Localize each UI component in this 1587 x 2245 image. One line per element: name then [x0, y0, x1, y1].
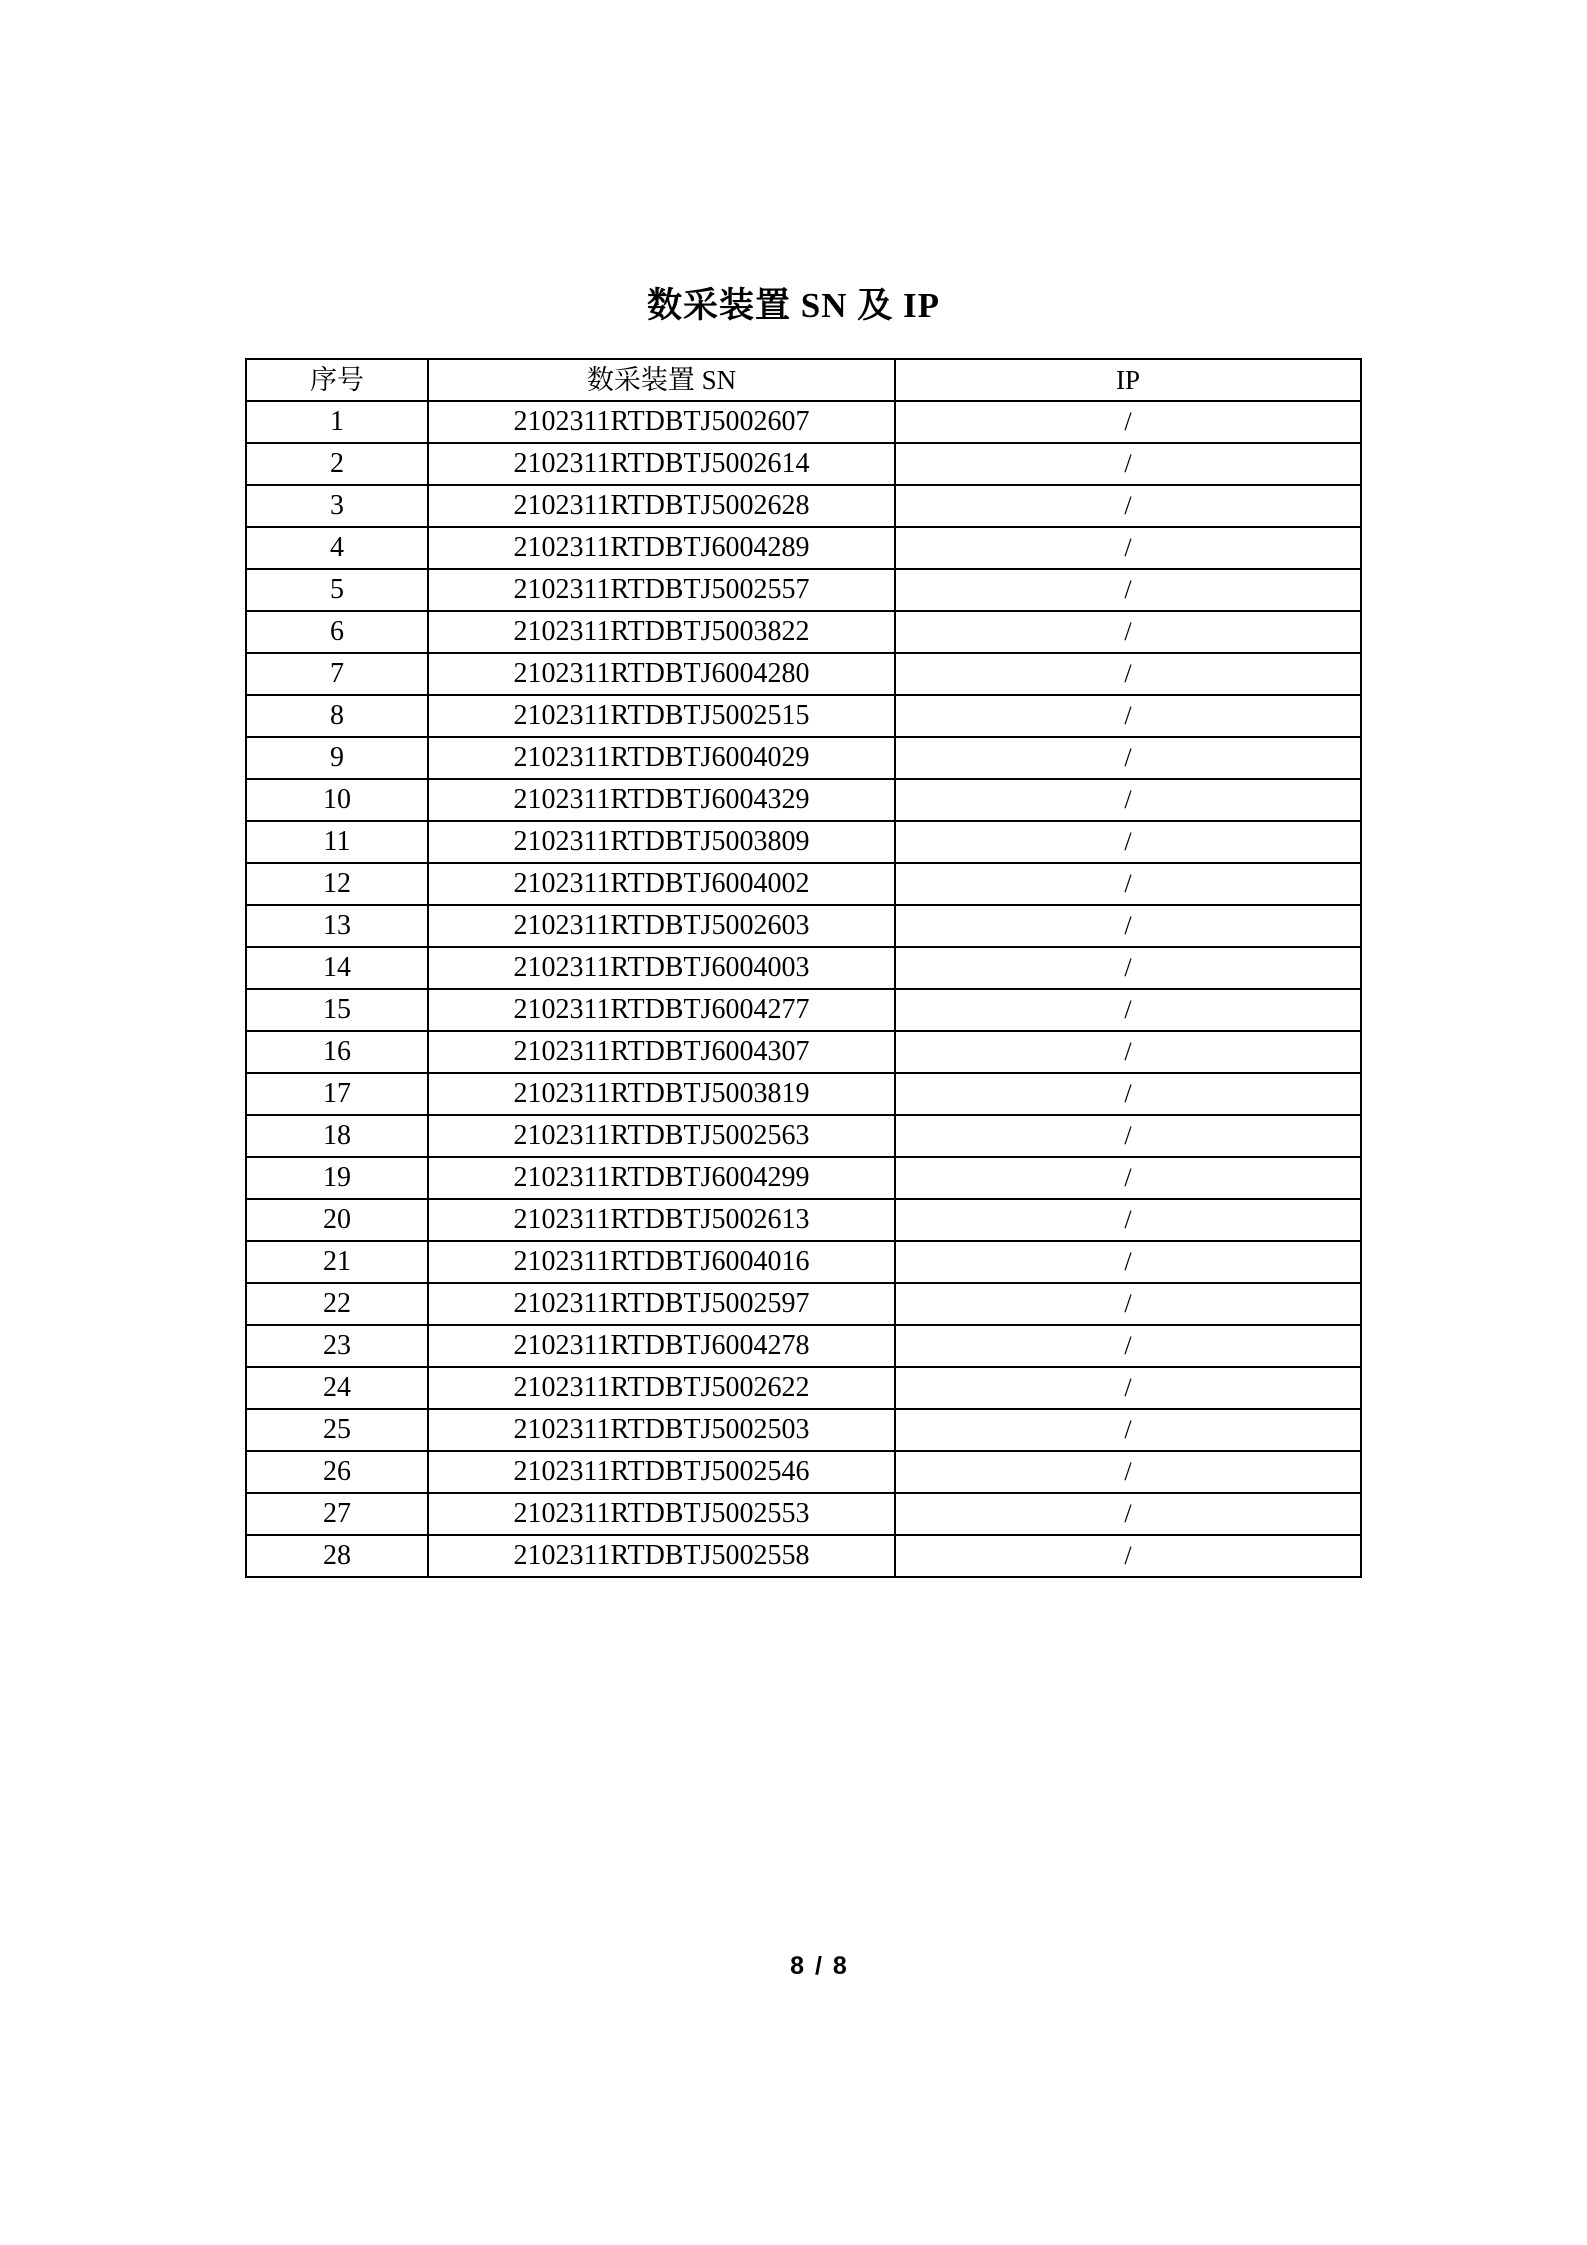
row-index-cell: 12: [246, 863, 428, 905]
row-index-cell: 14: [246, 947, 428, 989]
row-sn-cell: 2102311RTDBTJ6004016: [428, 1241, 895, 1283]
row-ip-cell: /: [895, 1325, 1361, 1367]
table-header-row: [246, 359, 1361, 401]
table-row: [246, 1283, 1361, 1325]
row-ip-cell: /: [895, 1031, 1361, 1073]
row-index-cell: 18: [246, 1115, 428, 1157]
row-ip-cell: /: [895, 653, 1361, 695]
row-ip-cell: /: [895, 1283, 1361, 1325]
row-sn-cell: 2102311RTDBTJ5002546: [428, 1451, 895, 1493]
row-index-cell: 21: [246, 1241, 428, 1283]
page-title: 数采装置 SN 及 IP: [647, 286, 940, 325]
row-index-cell: 15: [246, 989, 428, 1031]
row-ip-cell: /: [895, 1451, 1361, 1493]
column-header-sn: 数采装置 SN: [428, 359, 895, 401]
row-index-cell: 4: [246, 527, 428, 569]
table-row: [246, 1409, 1361, 1451]
row-ip-cell: /: [895, 1535, 1361, 1577]
table-row: [246, 1115, 1361, 1157]
table-body: [246, 401, 1361, 1577]
table-row: [246, 1451, 1361, 1493]
table-row: [246, 989, 1361, 1031]
row-index-cell: 3: [246, 485, 428, 527]
column-header-ip: IP: [895, 359, 1361, 401]
row-index-cell: 6: [246, 611, 428, 653]
row-ip-cell: /: [895, 779, 1361, 821]
row-ip-cell: /: [895, 1367, 1361, 1409]
table-row: [246, 1367, 1361, 1409]
table-row: [246, 653, 1361, 695]
row-sn-cell: 2102311RTDBTJ5003809: [428, 821, 895, 863]
row-sn-cell: 2102311RTDBTJ5002558: [428, 1535, 895, 1577]
table-row: [246, 1325, 1361, 1367]
row-index-cell: 5: [246, 569, 428, 611]
row-index-cell: 1: [246, 401, 428, 443]
row-index-cell: 20: [246, 1199, 428, 1241]
table-row: [246, 401, 1361, 443]
page-number-text: 8 / 8: [790, 1952, 849, 1980]
row-sn-cell: 2102311RTDBTJ5002563: [428, 1115, 895, 1157]
row-sn-cell: 2102311RTDBTJ6004029: [428, 737, 895, 779]
table-row: [246, 1199, 1361, 1241]
row-sn-cell: 2102311RTDBTJ6004329: [428, 779, 895, 821]
column-header-index: 序号: [246, 359, 428, 401]
table-row: [246, 485, 1361, 527]
row-ip-cell: /: [895, 1199, 1361, 1241]
row-index-cell: 19: [246, 1157, 428, 1199]
row-index-cell: 10: [246, 779, 428, 821]
row-index-cell: 25: [246, 1409, 428, 1451]
row-ip-cell: /: [895, 1241, 1361, 1283]
row-sn-cell: 2102311RTDBTJ5002607: [428, 401, 895, 443]
row-ip-cell: /: [895, 863, 1361, 905]
row-sn-cell: 2102311RTDBTJ6004278: [428, 1325, 895, 1367]
table-row: [246, 821, 1361, 863]
row-sn-cell: 2102311RTDBTJ5002614: [428, 443, 895, 485]
table-row: [246, 1241, 1361, 1283]
row-index-cell: 24: [246, 1367, 428, 1409]
row-index-cell: 17: [246, 1073, 428, 1115]
row-index-cell: 26: [246, 1451, 428, 1493]
row-ip-cell: /: [895, 1493, 1361, 1535]
row-sn-cell: 2102311RTDBTJ6004280: [428, 653, 895, 695]
row-ip-cell: /: [895, 443, 1361, 485]
row-sn-cell: 2102311RTDBTJ5002557: [428, 569, 895, 611]
row-ip-cell: /: [895, 821, 1361, 863]
table-row: [246, 1073, 1361, 1115]
row-ip-cell: /: [895, 1073, 1361, 1115]
row-sn-cell: 2102311RTDBTJ6004277: [428, 989, 895, 1031]
table-row: [246, 527, 1361, 569]
row-sn-cell: 2102311RTDBTJ5003822: [428, 611, 895, 653]
page-number-footer: [0, 1952, 1587, 1981]
row-index-cell: 22: [246, 1283, 428, 1325]
row-index-cell: 7: [246, 653, 428, 695]
row-ip-cell: /: [895, 1157, 1361, 1199]
table-row: [246, 779, 1361, 821]
row-ip-cell: /: [895, 737, 1361, 779]
row-index-cell: 11: [246, 821, 428, 863]
table-row: [246, 737, 1361, 779]
row-index-cell: 2: [246, 443, 428, 485]
row-ip-cell: /: [895, 611, 1361, 653]
row-sn-cell: 2102311RTDBTJ5002628: [428, 485, 895, 527]
row-ip-cell: /: [895, 527, 1361, 569]
row-sn-cell: 2102311RTDBTJ5002553: [428, 1493, 895, 1535]
row-index-cell: 16: [246, 1031, 428, 1073]
row-ip-cell: /: [895, 695, 1361, 737]
row-ip-cell: /: [895, 401, 1361, 443]
row-sn-cell: 2102311RTDBTJ6004307: [428, 1031, 895, 1073]
row-sn-cell: 2102311RTDBTJ6004299: [428, 1157, 895, 1199]
row-index-cell: 9: [246, 737, 428, 779]
table-row: [246, 863, 1361, 905]
row-sn-cell: 2102311RTDBTJ5002515: [428, 695, 895, 737]
sn-ip-table: [245, 358, 1362, 1578]
table-row: [246, 695, 1361, 737]
row-index-cell: 8: [246, 695, 428, 737]
row-ip-cell: /: [895, 905, 1361, 947]
row-ip-cell: /: [895, 1115, 1361, 1157]
row-ip-cell: /: [895, 485, 1361, 527]
row-ip-cell: /: [895, 989, 1361, 1031]
row-sn-cell: 2102311RTDBTJ5002622: [428, 1367, 895, 1409]
row-sn-cell: 2102311RTDBTJ5003819: [428, 1073, 895, 1115]
table-row: [246, 947, 1361, 989]
row-ip-cell: /: [895, 569, 1361, 611]
row-ip-cell: /: [895, 1409, 1361, 1451]
row-sn-cell: 2102311RTDBTJ6004002: [428, 863, 895, 905]
row-index-cell: 27: [246, 1493, 428, 1535]
table-row: [246, 1031, 1361, 1073]
table-row: [246, 443, 1361, 485]
row-sn-cell: 2102311RTDBTJ6004289: [428, 527, 895, 569]
table-row: [246, 569, 1361, 611]
row-index-cell: 13: [246, 905, 428, 947]
table-row: [246, 905, 1361, 947]
row-sn-cell: 2102311RTDBTJ5002603: [428, 905, 895, 947]
table-row: [246, 1535, 1361, 1577]
row-ip-cell: /: [895, 947, 1361, 989]
table-row: [246, 611, 1361, 653]
row-sn-cell: 2102311RTDBTJ5002597: [428, 1283, 895, 1325]
table-row: [246, 1157, 1361, 1199]
row-index-cell: 28: [246, 1535, 428, 1577]
table-row: [246, 1493, 1361, 1535]
row-sn-cell: 2102311RTDBTJ6004003: [428, 947, 895, 989]
row-sn-cell: 2102311RTDBTJ5002503: [428, 1409, 895, 1451]
row-index-cell: 23: [246, 1325, 428, 1367]
row-sn-cell: 2102311RTDBTJ5002613: [428, 1199, 895, 1241]
